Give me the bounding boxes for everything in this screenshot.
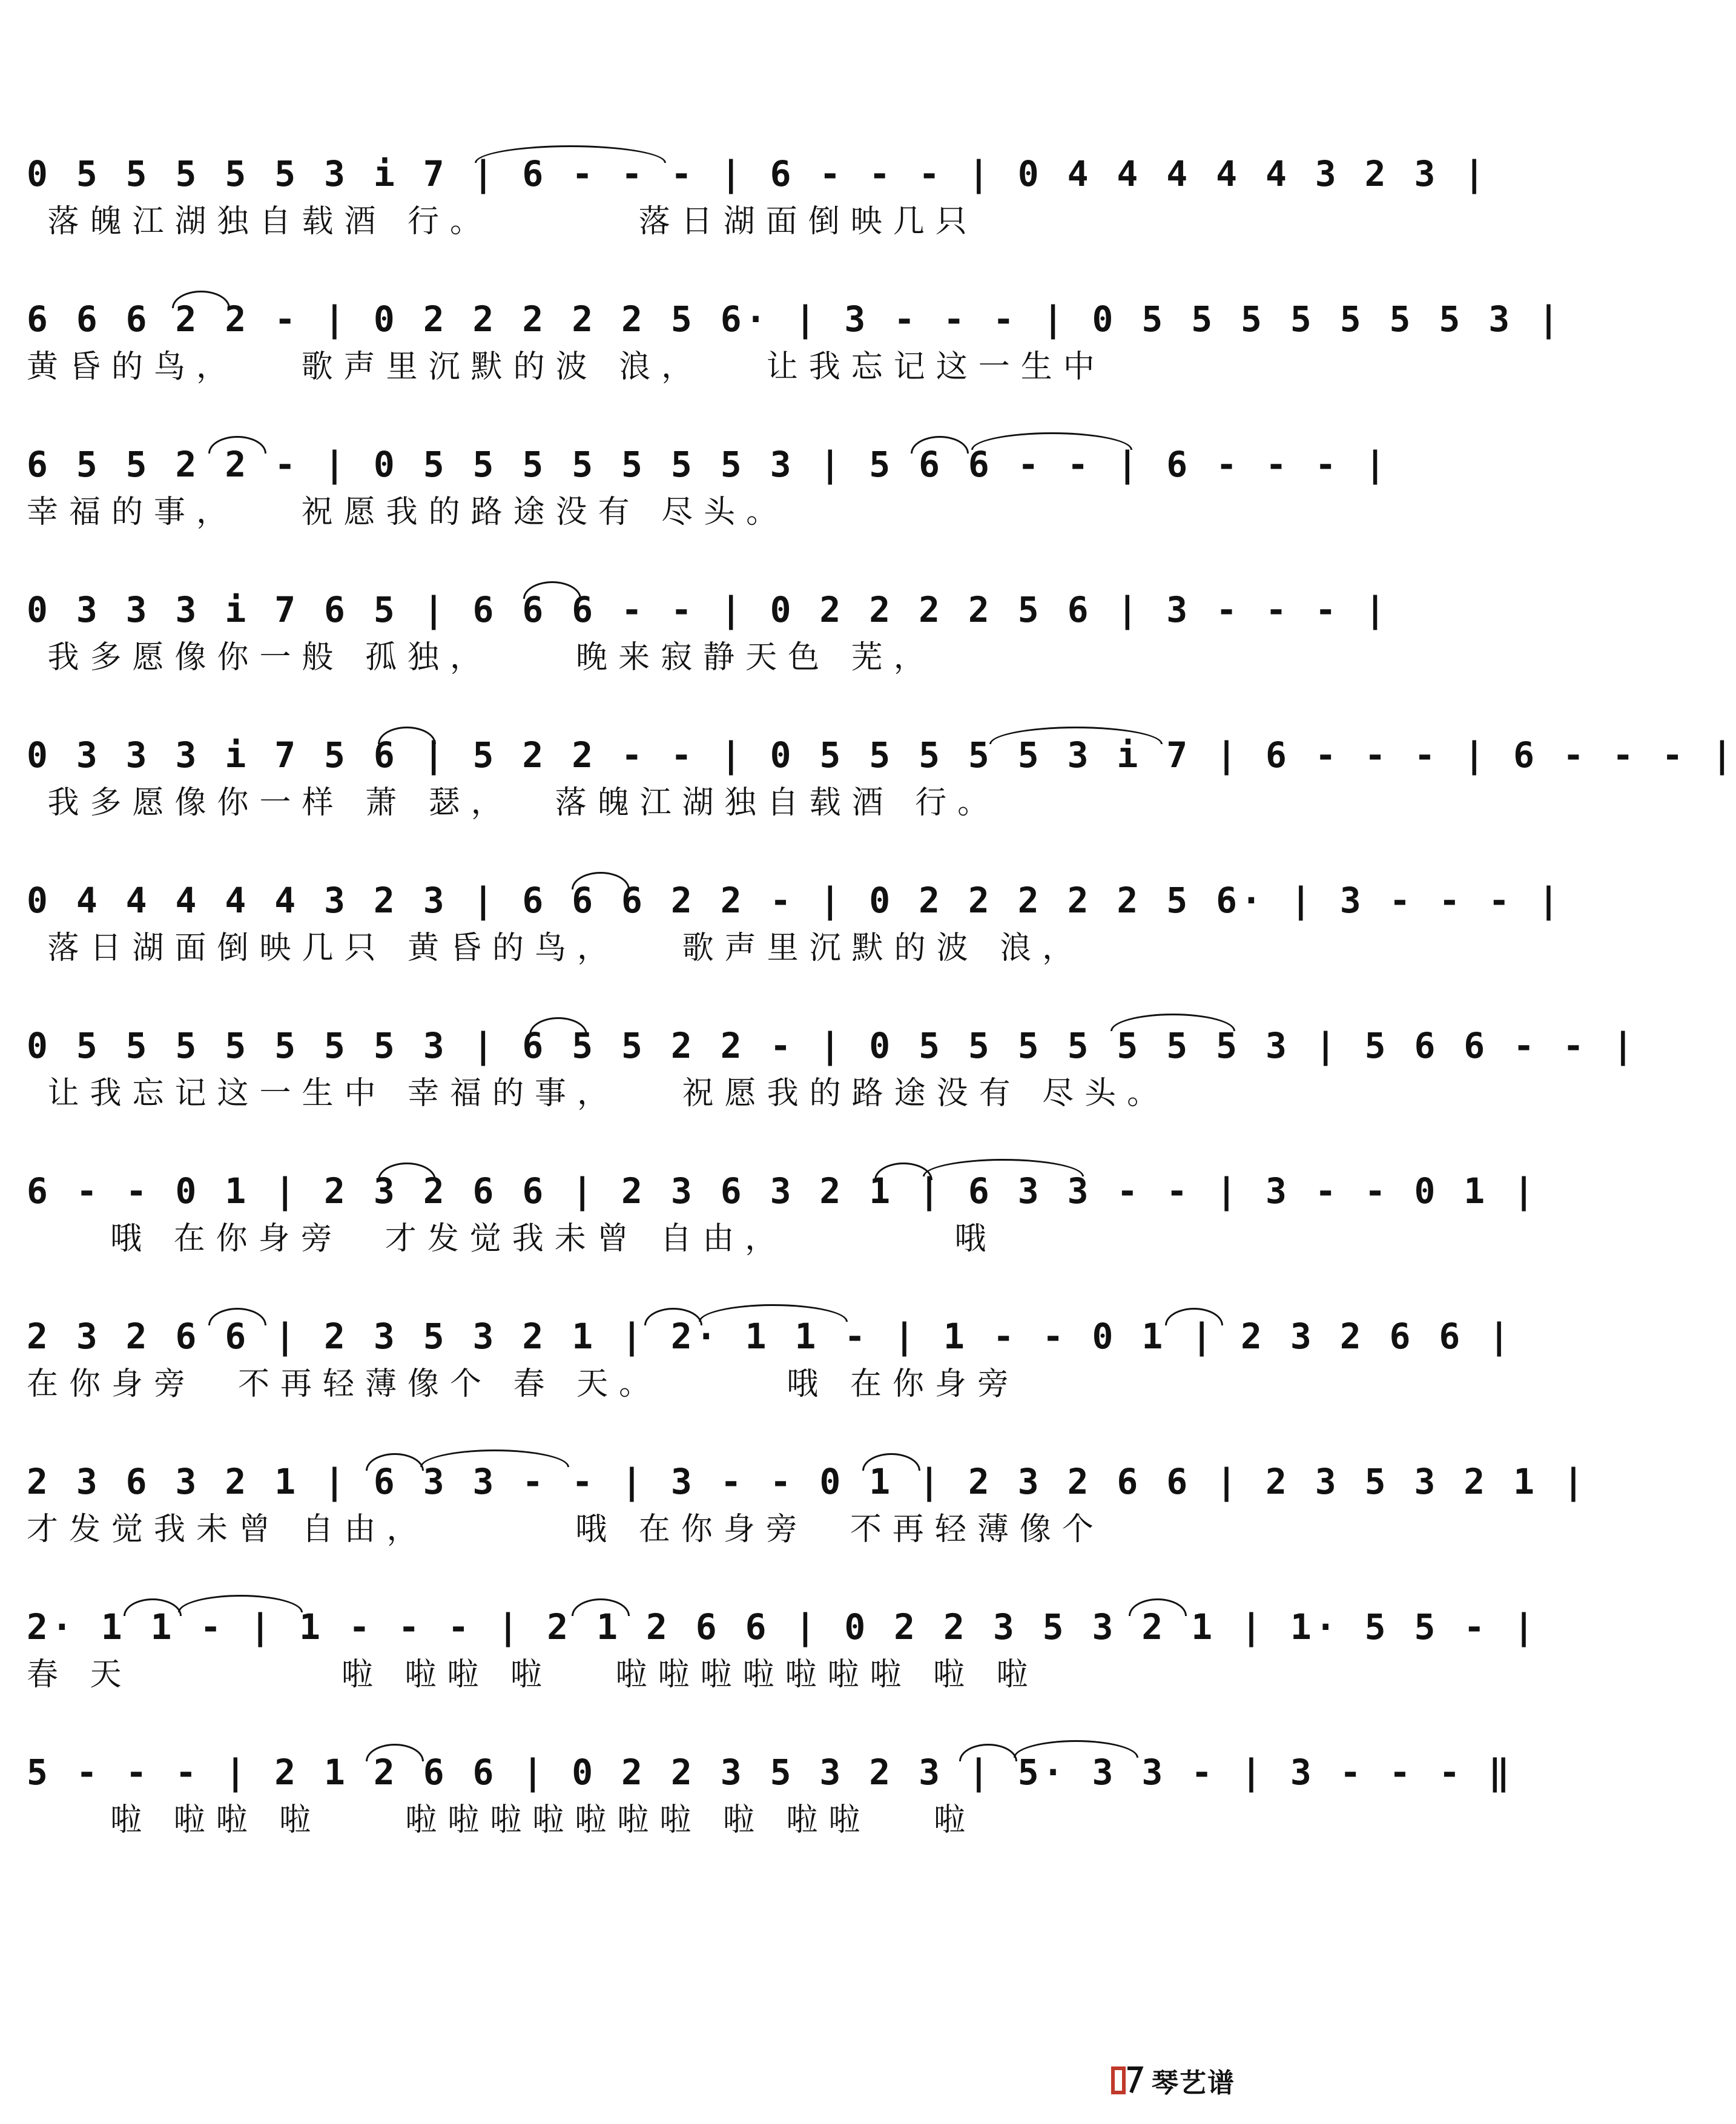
- notation-line: 0 3 3 3 i 7 5 6 | 5 2 2 - - | 0 5 5 5 5 5 3 i 7 | 6 - - - | 6 - - - |: [27, 734, 1736, 776]
- notation-line: 2 3 6 3 2 1 | 6 3 3 - - | 3 - - 0 1 | 2 3 2 6 6 | 2 3 5 3 2 1 |: [27, 1461, 1588, 1502]
- system-8: [27, 1150, 1539, 1290]
- lyrics-line: 才发觉我未曾 自由， 哦 在你身旁 不再轻薄像个: [27, 1511, 1104, 1548]
- system-1: [27, 133, 1489, 272]
- notation-line: 0 3 3 3 i 7 6 5 | 6 6 6 - - | 0 2 2 2 2 5 6 | 3 - - - |: [27, 589, 1390, 630]
- lyrics-line: 啦 啦啦 啦 啦啦啦啦啦啦啦 啦 啦啦 啦: [27, 1802, 976, 1838]
- notes-row: [27, 1296, 1514, 1357]
- notation-line: 6 5 5 2 2 - | 0 5 5 5 5 5 5 5 3 | 5 6 6 - - | 6 - - - |: [27, 444, 1390, 485]
- notation-line: 6 6 6 2 2 - | 0 2 2 2 2 2 5 6· | 3 - - - | 0 5 5 5 5 5 5 5 3 |: [27, 298, 1563, 340]
- notation-line: 2 3 2 6 6 | 2 3 5 3 2 1 | 2· 1 1 - | 1 - - 0 1 | 2 3 2 6 6 |: [27, 1316, 1514, 1357]
- piano-logo-icon: [1109, 2062, 1146, 2099]
- lyrics-line: 幸福的事， 祝愿我的路途没有 尽头。: [27, 494, 789, 530]
- system-11: [27, 1586, 1539, 1726]
- notes-row: [27, 569, 1390, 630]
- lyrics-line: 我多愿像你一般 孤独， 晚来寂静天色 芜，: [27, 639, 936, 676]
- lyrics-line: 落日湖面倒映几只 黄昏的鸟， 歌声里沉默的波 浪，: [27, 930, 1085, 966]
- lyrics-line: 让我忘记这一生中 幸福的事， 祝愿我的路途没有 尽头。: [27, 1075, 1170, 1112]
- system-9: [27, 1296, 1514, 1435]
- notation-line: 5 - - - | 2 1 2 6 6 | 0 2 2 3 5 3 2 3 | 5· 3 3 - | 3 - - - ‖: [27, 1752, 1514, 1793]
- system-4: [27, 569, 1390, 708]
- lyrics-line: 黄昏的鸟， 歌声里沉默的波 浪， 让我忘记这一生中: [27, 349, 1106, 385]
- notation-line: 0 5 5 5 5 5 5 5 3 | 6 5 5 2 2 - | 0 5 5 5 5 5 5 5 3 | 5 6 6 - - |: [27, 1025, 1637, 1066]
- lyrics-line: 我多愿像你一样 萧 瑟， 落魄江湖独自载酒 行。: [27, 785, 1000, 821]
- notes-row: [27, 1005, 1637, 1066]
- system-3: [27, 424, 1390, 563]
- system-2: [27, 279, 1563, 418]
- system-7: [27, 1005, 1637, 1144]
- system-5: [27, 714, 1736, 854]
- lyrics-line: 在你身旁 不再轻薄像个 春 天。 哦 在你身旁: [27, 1366, 1020, 1402]
- notation-line: 2· 1 1 - | 1 - - - | 2 1 2 6 6 | 0 2 2 3 5 3 2 1 | 1· 5 5 - |: [27, 1606, 1539, 1647]
- notes-row: [27, 1732, 1514, 1793]
- logo: [1109, 2061, 1235, 2100]
- notation-line: 0 5 5 5 5 5 3 i 7 | 6 - - - | 6 - - - | 0 4 4 4 4 4 3 2 3 |: [27, 153, 1489, 194]
- logo-text: 琴艺谱: [1152, 2068, 1235, 2099]
- system-10: [27, 1441, 1588, 1580]
- lyrics-line: 落魄江湖独自载酒 行。 落日湖面倒映几只: [27, 203, 978, 240]
- notation-line: 0 4 4 4 4 4 3 2 3 | 6 6 6 2 2 - | 0 2 2 2 2 2 5 6· | 3 - - - |: [27, 880, 1563, 921]
- notes-row: [27, 1150, 1539, 1212]
- notes-row: [27, 860, 1563, 921]
- notation-line: 6 - - 0 1 | 2 3 2 6 6 | 2 3 6 3 2 1 | 6 3 3 - - | 3 - - 0 1 |: [27, 1170, 1539, 1212]
- notes-row: [27, 1586, 1539, 1647]
- notes-row: [27, 1441, 1588, 1502]
- lyrics-line: 春 天 啦 啦啦 啦 啦啦啦啦啦啦啦 啦 啦: [27, 1657, 1039, 1693]
- system-12: [27, 1732, 1514, 1871]
- system-6: [27, 860, 1563, 999]
- lyrics-line: 哦 在你身旁 才发觉我未曾 自由， 哦: [27, 1221, 997, 1257]
